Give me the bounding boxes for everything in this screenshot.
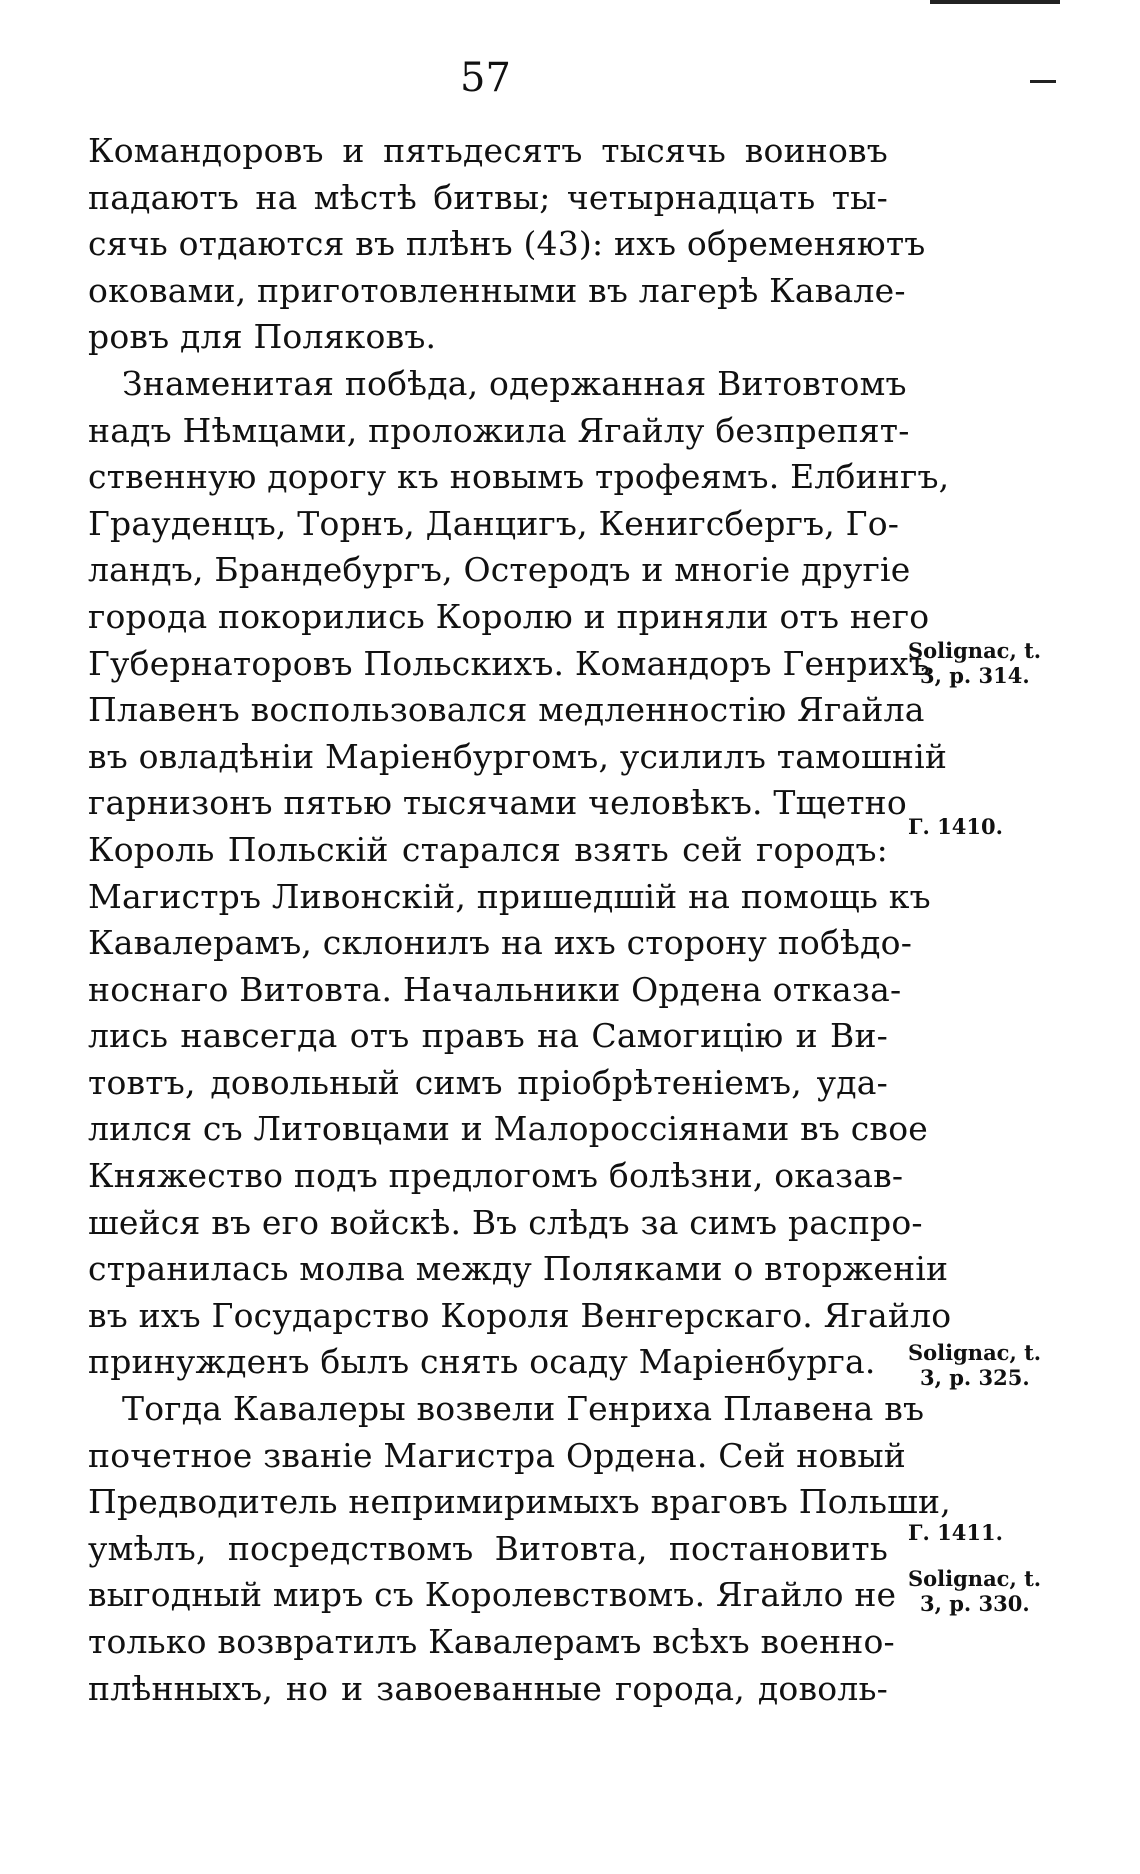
text-line: ровъ для Поляковъ.	[88, 317, 437, 357]
text-line: въ овладѣніи Маріенбургомъ, усилилъ тамошній	[88, 736, 948, 776]
text-line: въ ихъ Государство Короля Венгерскаго. Ягайло	[88, 1295, 952, 1335]
text-line: Губернаторовъ Польскихъ. Командоръ Генрихъ	[88, 643, 930, 683]
text-line: ландъ, Брандебургъ, Остеродъ и многіе другіе	[88, 550, 911, 590]
text-line: Командоровъ и пятьдесятъ тысячь воиновъ	[88, 131, 888, 170]
text-line: надъ Нѣмцами, проложила Ягайлу безпрепят-	[88, 410, 910, 450]
text-line: почетное званіе Магистра Ордена. Сей новый	[88, 1435, 906, 1475]
text-line: Предводитель непримиримыхъ враговъ Польши,	[88, 1482, 951, 1522]
text-line: умѣлъ, посредствомъ Витовта, постановить	[88, 1528, 888, 1568]
text-line: ственную дорогу къ новымъ трофеямъ. Елбингъ,	[88, 457, 950, 497]
margin-note-source: Solignac, t.	[908, 638, 1042, 663]
text-line: лись навсегда отъ правъ на Самогицію и Ви-	[88, 1016, 888, 1056]
margin-note-year-1411: Г. 1411.	[908, 1520, 1003, 1545]
text-line: гарнизонъ пятью тысячами человѣкъ. Тщетно	[88, 783, 907, 823]
top-rule-divider	[930, 0, 1060, 4]
text-line: Тогда Кавалеры возвели Генриха Плавена въ	[122, 1389, 925, 1429]
text-line: Плавенъ воспользовался медленностію Ягайла	[88, 690, 925, 730]
text-line: плѣнныхъ, но и завоеванные города, доволь-	[88, 1668, 888, 1708]
margin-note-ref: 3, p. 325.	[920, 1365, 1030, 1390]
text-line: выгодный миръ съ Королевствомъ. Ягайло не	[88, 1575, 897, 1615]
text-line: Грауденцъ, Торнъ, Данцигъ, Кенигсбергъ, Го-	[88, 503, 900, 543]
text-line: Кавалерамъ, склонилъ на ихъ сторону побѣдо-	[88, 923, 913, 963]
text-line: Магистръ Ливонскій, пришедшій на помощь къ	[88, 876, 931, 916]
margin-note-ref: 3, p. 314.	[920, 663, 1030, 688]
header-dash	[1030, 80, 1056, 83]
text-line: принужденъ былъ снять осаду Маріенбурга.	[88, 1342, 876, 1382]
text-line: Король Польскій старался взять сей городъ:	[88, 829, 888, 869]
body-text	[88, 128, 952, 1712]
margin-note-ref: 3, p. 330.	[920, 1591, 1030, 1616]
margin-note-source: Solignac, t.	[908, 1566, 1042, 1591]
page-number: 57	[460, 55, 511, 101]
text-line: лился съ Литовцами и Малороссіянами въ свое	[88, 1109, 929, 1149]
text-line: только возвратилъ Кавалерамъ всѣхъ военно-	[88, 1622, 895, 1661]
margin-note-year-1410: Г. 1410.	[908, 814, 1003, 839]
text-line: Княжество подъ предлогомъ болѣзни, оказав-	[88, 1156, 904, 1196]
text-line: падаютъ на мѣстѣ битвы; четырнадцать ты-	[88, 177, 888, 217]
text-line: оковами, приготовленными въ лагерѣ Кавале-	[88, 270, 906, 310]
text-line: носнаго Витовта. Начальники Ордена отказа-	[88, 969, 902, 1009]
text-line: странилась молва между Поляками о вторженіи	[88, 1249, 949, 1289]
text-line: сячь отдаются въ плѣнъ (43): ихъ обременяютъ	[88, 224, 926, 264]
margin-note-solignac-314	[908, 638, 1041, 688]
text-line: города покорились Королю и приняли отъ него	[88, 596, 930, 636]
margin-note-source: Solignac, t.	[908, 1340, 1042, 1365]
margin-note-solignac-325	[908, 1340, 1041, 1390]
margin-note-solignac-330	[908, 1566, 1041, 1616]
text-line: шейся въ его войскѣ. Въ слѣдъ за симъ распро-	[88, 1202, 923, 1242]
text-line: товтъ, довольный симъ пріобрѣтеніемъ, уда-	[88, 1062, 888, 1102]
text-line: Знаменитая побѣда, одержанная Витовтомъ	[122, 363, 907, 403]
